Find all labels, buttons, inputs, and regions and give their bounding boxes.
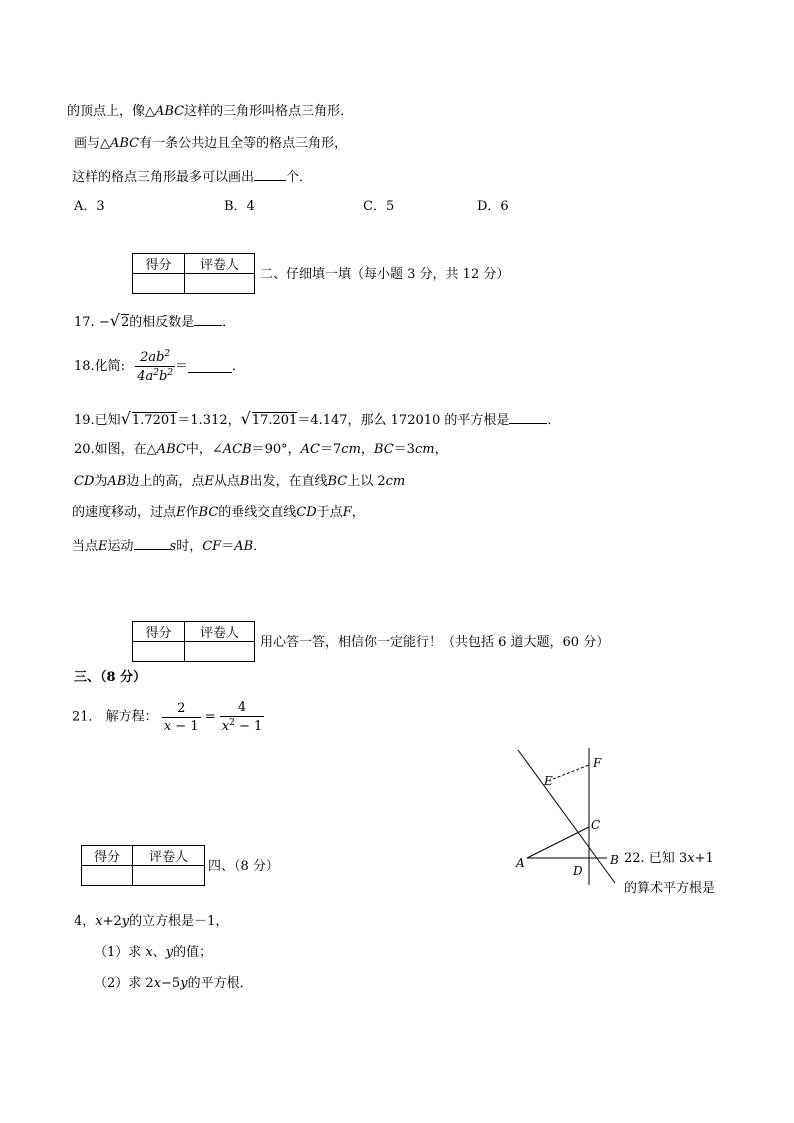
q16-option-d: D．6 <box>477 199 509 214</box>
score-cell <box>82 866 133 886</box>
section3-sub: 三、（8 分） <box>74 670 147 685</box>
q18-fraction: $\frac{2ab^2}{4a^2b^2}$ <box>137 349 174 384</box>
grader-header: 评卷人 <box>133 846 205 866</box>
q22-sub2: （2）求 2x−5y的平方根． <box>94 976 253 991</box>
section3-heading: 用心答一答，相信你一定能行！（共包括 6 道大题，60 分） <box>260 635 610 650</box>
q19-blank <box>509 411 547 424</box>
q18-blank <box>188 360 232 373</box>
label-d: D <box>573 864 583 878</box>
q16-line1: 的顶点上，像△ABC这样的三角形叫格点三角形． <box>67 104 354 119</box>
q16-option-b: B．4 <box>224 199 255 214</box>
score-table-section2 <box>132 253 255 294</box>
q16-option-c: C．5 <box>363 199 395 214</box>
q16-option-a: A．3 <box>74 199 105 214</box>
score-cell <box>133 274 185 294</box>
q20-line2: CD为AB边上的高，点E从点B出发，在直线BC上以 2cm <box>74 474 406 489</box>
q17-blank <box>194 313 222 326</box>
q21: 21． 解方程： $\frac{2}{x - 1}$ = $\frac{4}{x^2 - 1}$ <box>72 700 263 735</box>
score-header: 得分 <box>82 846 133 866</box>
q20-line3: 的速度移动，过点E作BC的垂线交直线CD于点F， <box>72 505 365 520</box>
grader-cell <box>185 642 255 662</box>
score-table-section4 <box>81 845 205 886</box>
q19: 19.已知√1.7201＝1.312，√17.201＝4.147，那么 172010 的平方根是 ． <box>74 409 561 428</box>
q21-fraction-right: $\frac{4}{x^2 - 1}$ <box>221 700 263 735</box>
score-cell <box>133 642 185 662</box>
q16-blank <box>254 168 286 181</box>
q22-line1: 22. 已知 3x+1 <box>624 851 714 866</box>
label-b: B <box>610 853 619 867</box>
label-f: F <box>593 756 602 770</box>
grader-cell <box>133 866 205 886</box>
grader-header: 评卷人 <box>185 254 255 274</box>
q16-line2: 画与△ABC有一条公共边且全等的格点三角形， <box>74 136 348 151</box>
q20-blank <box>134 537 170 550</box>
section2-title: 二、仔细填一填（每小题 3 分，共 12 分） <box>260 267 510 282</box>
segment-ac <box>527 827 589 858</box>
section4-title: 四、（8 分） <box>208 859 279 874</box>
q20-line1: 20.如图，在△ABC中，∠ACB＝90°，AC＝7cm，BC＝3cm， <box>74 442 448 457</box>
score-header: 得分 <box>133 254 185 274</box>
label-a: A <box>516 856 525 870</box>
score-table-section3 <box>132 621 255 662</box>
q17: 17. −√2的相反数是 ． <box>74 311 236 330</box>
q18: 18.化简: $\frac{2ab^2}{4a^2b^2}$ ＝ ． <box>74 349 246 384</box>
score-header: 得分 <box>133 622 185 642</box>
segment-ef <box>553 765 589 779</box>
grader-header: 评卷人 <box>185 622 255 642</box>
q22-line2: 的算术平方根是 <box>624 881 716 896</box>
q21-fraction-left: $\frac{2}{x - 1}$ <box>163 700 199 734</box>
label-e: E <box>544 774 553 788</box>
q22-line3: 4，x+2y的立方根是－1， <box>74 914 229 929</box>
q22-sub1: （1）求 x、y的值； <box>94 945 213 960</box>
q16-line3: 这样的格点三角形最多可以画出 个． <box>72 170 313 185</box>
grader-cell <box>185 274 255 294</box>
q20-line4: 当点E运动 s时，CF＝AB． <box>72 539 267 554</box>
label-c: C <box>591 818 601 832</box>
